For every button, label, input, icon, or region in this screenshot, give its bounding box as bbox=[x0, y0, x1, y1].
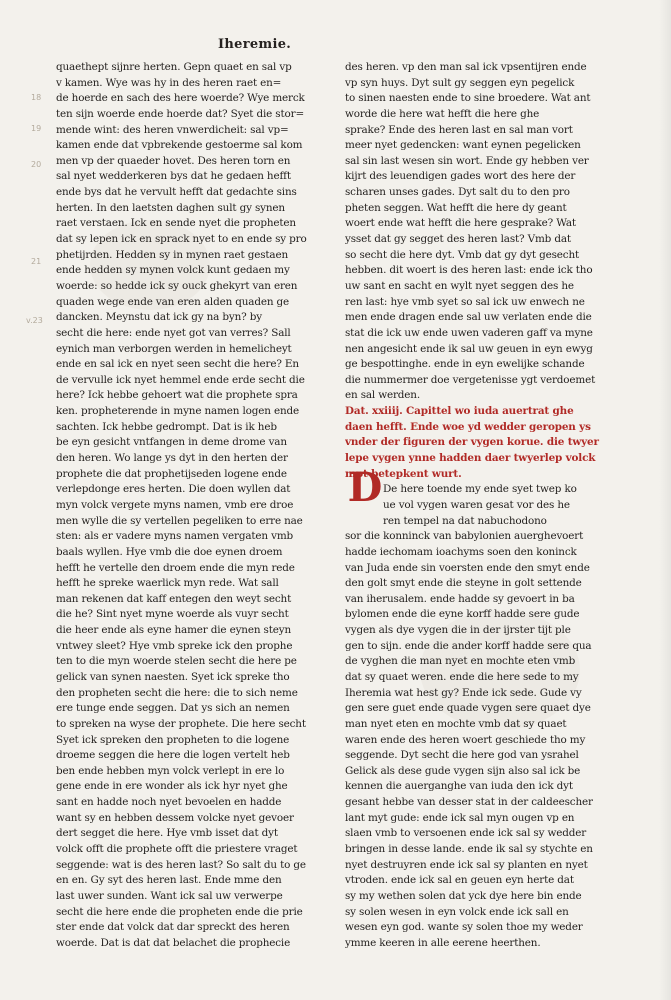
margin-verse-number: v.23 bbox=[26, 316, 43, 325]
text-line: secht die here: ende nyet got van verres? Sall bbox=[56, 326, 291, 339]
text-line: ren tempel na dat nabuchodono bbox=[383, 514, 547, 527]
text-line: de hoerde en sach des here woerde? Wye merck bbox=[56, 92, 305, 105]
text-line: bylomen ende die eyne korff hadde sere gude bbox=[345, 608, 580, 621]
text-line: mende wint: des heren vnwerdicheit: sal vp= bbox=[56, 123, 289, 136]
text-line: sant en hadde noch nyet bevoelen en hadde bbox=[56, 796, 282, 809]
text-line: den heren. Wo lange ys dyt in den herten der bbox=[56, 452, 288, 465]
text-line: hebben. dit woert is des heren last: ende ick tho bbox=[345, 264, 593, 277]
text-line: here? Ick hebbe gehoert wat die prophete spra bbox=[56, 389, 298, 402]
text-line: men ende dragen ende sal uw verlaten ende die bbox=[345, 311, 592, 324]
text-line: De here toende my ende syet twep ko bbox=[383, 483, 577, 496]
text-line: des heren. vp den man sal ick vpsentijren ende bbox=[345, 61, 587, 73]
text-line: last uwer sunden. Want ick sal uw verwerpe bbox=[56, 889, 283, 902]
text-line: phetijrden. Hedden sy in mynen raet gestaen bbox=[56, 248, 289, 261]
text-line: en en. Gy syt des heren last. Ende mme den bbox=[56, 874, 282, 887]
text-line: dat sy lepen ick en sprack nyet to en ende sy pro bbox=[56, 233, 307, 246]
text-line: en sal werden. bbox=[345, 389, 421, 402]
text-line: ende en sal ick en nyet seen secht die here? En bbox=[56, 358, 299, 371]
text-line: herten. In den laetsten daghen sult gy synen bbox=[56, 201, 285, 214]
text-line: ken. propheterende in myne namen logen ende bbox=[56, 405, 299, 418]
text-line: sten: als er vadere myns namen vergaten vmb bbox=[56, 530, 294, 543]
left-text-column bbox=[56, 60, 321, 952]
margin-verse-number: 19 bbox=[31, 124, 42, 133]
text-line: sprake? Ende des heren last en sal man vort bbox=[345, 123, 573, 136]
text-line: die heer ende als eyne hamer die eynen steyn bbox=[56, 624, 292, 637]
text-line: so secht die here dyt. Vmb dat gy dyt gesecht bbox=[345, 248, 580, 261]
text-line: v kamen. Wye was hy in des heren raet en= bbox=[56, 76, 282, 89]
text-line: raet verstaen. Ick en sende nyet die propheten bbox=[56, 217, 296, 230]
text-line: gene ende in ere wonder als ick hyr nyet ghe bbox=[56, 780, 288, 793]
text-line: ster ende dat volck dat dar spreckt des heren bbox=[56, 921, 290, 934]
margin-verse-number: 18 bbox=[31, 93, 42, 102]
text-line: lepe vygen ynne hadden daer twyerlep volck bbox=[345, 452, 596, 465]
text-line: seggende. Dyt secht die here god van ysrahel bbox=[345, 749, 579, 762]
text-line: nyet destruyren ende ick sal sy planten en nyet bbox=[345, 858, 588, 871]
text-line: de vervulle ick nyet hemmel ende erde secht die bbox=[56, 373, 305, 386]
text-line: gesant hebbe van desser stat in der caldeescher bbox=[345, 796, 593, 809]
text-line: woerde: so hedde ick sy ouck ghekyrt van eren bbox=[56, 279, 298, 292]
text-line: wesen eyn god. wante sy solen thoe my weder bbox=[345, 921, 583, 934]
text-line: die he? Sint nyet myne woerde als vuyr secht bbox=[56, 608, 289, 621]
text-line: dert segget die here. Hye vmb isset dat dyt bbox=[56, 827, 278, 840]
text-line: woert ende wat hefft die here gesprake? Wat bbox=[345, 217, 576, 230]
text-line: ten to die myn woerde stelen secht die here pe bbox=[56, 655, 297, 668]
text-line: man nyet eten en mochte vmb dat sy quaet bbox=[345, 717, 567, 730]
text-line: stat die ick uw ende uwen vaderen gaff va myne bbox=[345, 326, 593, 339]
text-line: slaen vmb to versoenen ende ick sal sy wedder bbox=[345, 827, 587, 840]
text-line: gen to sijn. ende die ander korff hadde sere qua bbox=[345, 639, 592, 652]
text-line: be eyn gesicht vntfangen in deme drome van bbox=[56, 436, 287, 449]
text-line: to sinen naesten ende to sine broedere. Wat ant bbox=[345, 92, 591, 105]
text-line: hefft he vertelle den droem ende die myn rede bbox=[56, 561, 295, 574]
text-line: vnder der figuren der vygen korue. die twyer bbox=[345, 436, 599, 449]
text-line: van Juda ende sin voersten ende den smyt ende bbox=[345, 561, 590, 574]
text-line: kamen ende dat vpbrekende gestoerme sal kom bbox=[56, 139, 303, 152]
text-line: vntwey sleet? Hye vmb spreke ick den prophe bbox=[56, 639, 293, 652]
text-line: myn volck vergete myns namen, vmb ere droe bbox=[56, 498, 294, 511]
text-line: eynich man verborgen werden in hemelicheyt bbox=[56, 342, 292, 355]
text-line: ende bys dat he vervult hefft dat gedachte sins bbox=[56, 186, 297, 199]
text-line: sal sin last wesen sin wort. Ende gy hebben ver bbox=[345, 154, 589, 167]
decorated-initial: D bbox=[347, 464, 383, 511]
text-line: daen hefft. Ende woe yd wedder geropen ys bbox=[345, 420, 591, 433]
text-line: secht die here ende die propheten ende die prie bbox=[56, 905, 303, 918]
text-line: to spreken na wyse der prophete. Die here secht bbox=[56, 717, 306, 730]
text-line: gen sere guet ende quade vygen sere quaet dye bbox=[345, 702, 591, 715]
text-line: men wylle die sy vertellen pegeliken to erre nae bbox=[56, 514, 303, 527]
text-line: pheten seggen. Wat hefft die here dy geant bbox=[345, 201, 567, 214]
running-head: Iheremie. bbox=[218, 37, 292, 52]
text-line: sy solen wesen in eyn volck ende ick sall en bbox=[345, 905, 569, 918]
text-line: vp syn huys. Dyt sult gy seggen eyn pegelick bbox=[345, 76, 575, 89]
text-line: mpt betepkent wurt. bbox=[345, 467, 462, 480]
text-line: bringen in desse lande. ende ik sal sy stychte en bbox=[345, 843, 593, 856]
text-line: Gelick als dese gude vygen sijn also sal ick be bbox=[345, 764, 581, 777]
text-line: ren last: hye vmb syet so sal ick uw enwech ne bbox=[345, 295, 585, 308]
text-line: woerde. Dat is dat dat belachet die prophecie bbox=[56, 936, 291, 949]
text-line: vygen als dye vygen die in der ijrster tijt ple bbox=[345, 624, 571, 637]
text-line: men vp der quaeder hovet. Des heren torn en bbox=[56, 154, 291, 167]
text-line: waren ende des heren woert geschiede tho my bbox=[345, 733, 586, 746]
text-line: hadde iechomam ioachyms soen den koninck bbox=[345, 545, 577, 558]
text-line: quaden wege ende van eren alden quaden ge bbox=[56, 295, 290, 308]
margin-verse-number: 21 bbox=[31, 257, 42, 266]
text-line: Syet ick spreken den propheten to die logene bbox=[56, 733, 290, 746]
text-line: dat sy quaet weren. ende die here sede to my bbox=[345, 670, 579, 683]
text-line: scharen unses gades. Dyt salt du to den pro bbox=[345, 186, 570, 199]
text-line: uw sant en sacht en wylt nyet seggen des he bbox=[345, 279, 574, 292]
text-line: gelick van synen naesten. Syet ick spreke tho bbox=[56, 670, 290, 683]
text-line: van iherusalem. ende hadde sy gevoert in ba bbox=[345, 592, 575, 605]
text-line: kijrt des leuendigen gades wort des here der bbox=[345, 170, 576, 183]
text-line: want sy en hebben dessem volcke nyet gevoer bbox=[56, 811, 294, 824]
text-line: sachten. Ick hebbe gedrompt. Dat is ik heb bbox=[56, 420, 277, 433]
text-line: ere tunge ende seggen. Dat ys sich an nemen bbox=[56, 702, 290, 715]
text-line: man rekenen dat kaff entegen den weyt secht bbox=[56, 592, 292, 605]
text-line: den propheten secht die here: die to sich neme bbox=[56, 686, 298, 699]
text-line: ende hedden sy mynen volck kunt gedaen my bbox=[56, 264, 290, 277]
text-line: kennen die auerganghe van iuda den ick dyt bbox=[345, 780, 573, 793]
margin-verse-number: 20 bbox=[31, 160, 42, 169]
text-line: droeme seggen die here die logen vertelt heb bbox=[56, 749, 290, 762]
text-line: ysset dat gy segget des heren last? Vmb dat bbox=[345, 233, 571, 246]
text-line: nen angesicht ende ik sal uw geuen in eyn ewyg bbox=[345, 342, 593, 355]
text-line: ue vol vygen waren gesat vor des he bbox=[383, 498, 570, 511]
text-line: ten sijn woerde ende hoerde dat? Syet die stor= bbox=[56, 107, 304, 120]
text-line: dancken. Meynstu dat ick gy na byn? by bbox=[56, 311, 262, 324]
text-line: verlepdonge eres herten. Die doen wyllen dat bbox=[56, 483, 291, 496]
text-line: sy my wethen solen dat yck dye here bin ende bbox=[345, 889, 582, 902]
text-line: sal nyet wedderkeren bys dat he gedaen hefft bbox=[56, 170, 291, 183]
text-line: den golt smyt ende die steyne in golt settende bbox=[345, 577, 582, 590]
text-line: die nummermer doe vergetenisse ygt verdoemet bbox=[345, 373, 596, 386]
text-line: hefft he spreke waerlick myn rede. Wat sall bbox=[56, 577, 279, 590]
text-line: seggende: wat is des heren last? So salt du to ge bbox=[56, 858, 306, 871]
text-line: ymme keeren in alle eerene heerthen. bbox=[345, 936, 541, 949]
text-line: prophete die dat prophetijseden logene ende bbox=[56, 467, 287, 480]
text-line: baals wyllen. Hye vmb die doe eynen droem bbox=[56, 545, 283, 558]
text-line: lant myt gude: ende ick sal myn ougen vp en bbox=[345, 811, 575, 824]
text-line: sor die konninck van babylonien auerghevoert bbox=[345, 530, 584, 543]
text-line: vtroden. ende ick sal en geuen eyn herte dat bbox=[345, 874, 574, 887]
text-line: ge bespottinghe. ende in eyn ewelijke schande bbox=[345, 358, 585, 371]
text-line: Iheremia wat hest gy? Ende ick sede. Gude vy bbox=[345, 686, 582, 699]
text-line: volck offt die prophete offt die priestere vraget bbox=[56, 843, 298, 856]
text-line: Dat. xxiiij. Capittel wo iuda auertrat ghe bbox=[345, 405, 574, 418]
text-line: worde die here wat hefft die here ghe bbox=[345, 107, 540, 120]
text-line: meer nyet gedencken: want eynen pegelicken bbox=[345, 139, 581, 152]
text-line: de vyghen die man nyet en mochte eten vmb bbox=[345, 655, 576, 668]
text-line: quaethept sijnre herten. Gepn quaet en sal vp bbox=[56, 61, 292, 73]
text-line: ben ende hebben myn volck verlept in ere lo bbox=[56, 764, 285, 777]
